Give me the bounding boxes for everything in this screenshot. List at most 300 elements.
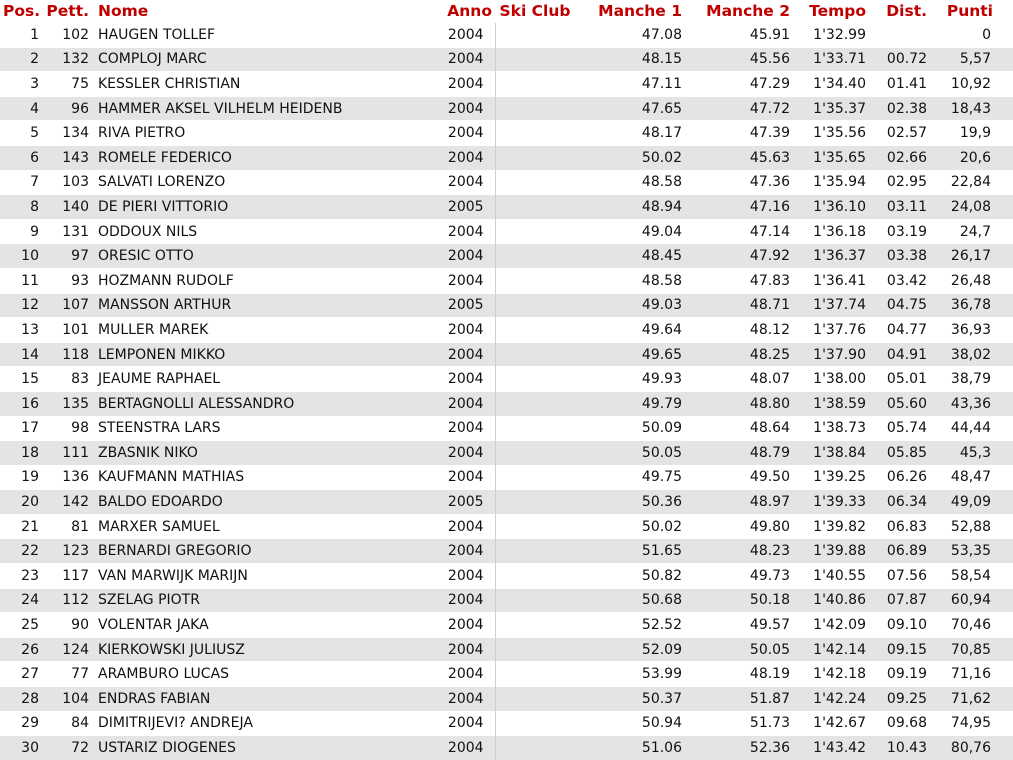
cell-run2: 47.29 bbox=[685, 72, 793, 97]
table-row bbox=[0, 72, 1013, 97]
header-pos[interactable]: Pos. bbox=[3, 2, 41, 20]
cell-pos: 28 bbox=[0, 687, 42, 712]
cell-pos: 14 bbox=[0, 342, 42, 367]
cell-diff: 02.57 bbox=[869, 121, 930, 146]
cell-points: 0 bbox=[930, 23, 1013, 48]
cell-run1: 49.93 bbox=[575, 367, 685, 392]
cell-name: COMPLOJ MARC bbox=[92, 47, 437, 72]
cell-run2: 50.05 bbox=[685, 637, 793, 662]
cell-run2: 49.50 bbox=[685, 465, 793, 490]
cell-club bbox=[495, 293, 575, 318]
cell-diff: 05.74 bbox=[869, 416, 930, 441]
cell-diff: 02.66 bbox=[869, 145, 930, 170]
cell-time: 1'39.88 bbox=[793, 539, 869, 564]
cell-club bbox=[495, 96, 575, 121]
cell-club bbox=[495, 441, 575, 466]
table-row bbox=[0, 96, 1013, 121]
cell-run2: 51.73 bbox=[685, 711, 793, 736]
cell-name: ROMELE FEDERICO bbox=[92, 145, 437, 170]
cell-run1: 50.37 bbox=[575, 687, 685, 712]
cell-pos: 3 bbox=[0, 72, 42, 97]
cell-points: 49,09 bbox=[930, 490, 1013, 515]
cell-year: 2004 bbox=[437, 613, 495, 638]
cell-diff: 09.19 bbox=[869, 662, 930, 687]
cell-time: 1'39.82 bbox=[793, 514, 869, 539]
cell-bib: 112 bbox=[42, 588, 92, 613]
table-row bbox=[0, 219, 1013, 244]
cell-time: 1'43.42 bbox=[793, 736, 869, 760]
cell-year: 2005 bbox=[437, 195, 495, 220]
cell-points: 45,3 bbox=[930, 441, 1013, 466]
cell-run1: 50.05 bbox=[575, 441, 685, 466]
cell-run1: 53.99 bbox=[575, 662, 685, 687]
table-row bbox=[0, 564, 1013, 589]
cell-time: 1'35.56 bbox=[793, 121, 869, 146]
cell-name: ZBASNIK NIKO bbox=[92, 441, 437, 466]
cell-points: 71,16 bbox=[930, 662, 1013, 687]
table-row bbox=[0, 588, 1013, 613]
cell-run2: 47.83 bbox=[685, 268, 793, 293]
cell-time: 1'38.59 bbox=[793, 391, 869, 416]
cell-bib: 75 bbox=[42, 72, 92, 97]
cell-diff: 01.41 bbox=[869, 72, 930, 97]
cell-year: 2004 bbox=[437, 711, 495, 736]
cell-year: 2004 bbox=[437, 342, 495, 367]
cell-run2: 47.36 bbox=[685, 170, 793, 195]
cell-points: 36,78 bbox=[930, 293, 1013, 318]
cell-time: 1'39.33 bbox=[793, 490, 869, 515]
cell-run2: 47.92 bbox=[685, 244, 793, 269]
cell-run2: 52.36 bbox=[685, 736, 793, 760]
cell-year: 2004 bbox=[437, 96, 495, 121]
cell-name: VAN MARWIJK MARIJN bbox=[92, 564, 437, 589]
cell-run2: 48.71 bbox=[685, 293, 793, 318]
table-row bbox=[0, 490, 1013, 515]
cell-run1: 49.79 bbox=[575, 391, 685, 416]
cell-points: 70,46 bbox=[930, 613, 1013, 638]
cell-diff bbox=[869, 23, 930, 48]
cell-bib: 132 bbox=[42, 47, 92, 72]
table-row bbox=[0, 268, 1013, 293]
cell-run1: 48.15 bbox=[575, 47, 685, 72]
cell-club bbox=[495, 244, 575, 269]
cell-bib: 117 bbox=[42, 564, 92, 589]
cell-diff: 09.10 bbox=[869, 613, 930, 638]
table-row bbox=[0, 244, 1013, 269]
cell-club bbox=[495, 711, 575, 736]
cell-name: KAUFMANN MATHIAS bbox=[92, 465, 437, 490]
cell-run1: 50.82 bbox=[575, 564, 685, 589]
cell-diff: 04.75 bbox=[869, 293, 930, 318]
cell-run1: 52.09 bbox=[575, 637, 685, 662]
cell-run2: 47.72 bbox=[685, 96, 793, 121]
cell-bib: 83 bbox=[42, 367, 92, 392]
cell-time: 1'42.24 bbox=[793, 687, 869, 712]
cell-run2: 47.39 bbox=[685, 121, 793, 146]
cell-club bbox=[495, 736, 575, 760]
cell-points: 80,76 bbox=[930, 736, 1013, 760]
cell-bib: 136 bbox=[42, 465, 92, 490]
cell-time: 1'36.18 bbox=[793, 219, 869, 244]
cell-run1: 48.17 bbox=[575, 121, 685, 146]
cell-points: 44,44 bbox=[930, 416, 1013, 441]
table-row bbox=[0, 441, 1013, 466]
cell-time: 1'40.55 bbox=[793, 564, 869, 589]
cell-year: 2004 bbox=[437, 244, 495, 269]
cell-club bbox=[495, 145, 575, 170]
cell-name: HAMMER AKSEL VILHELM HEIDENB bbox=[92, 96, 437, 121]
cell-name: SALVATI LORENZO bbox=[92, 170, 437, 195]
cell-club bbox=[495, 268, 575, 293]
cell-year: 2004 bbox=[437, 170, 495, 195]
cell-run1: 51.65 bbox=[575, 539, 685, 564]
cell-year: 2004 bbox=[437, 121, 495, 146]
cell-run2: 48.64 bbox=[685, 416, 793, 441]
cell-bib: 140 bbox=[42, 195, 92, 220]
cell-run2: 49.80 bbox=[685, 514, 793, 539]
cell-run2: 47.14 bbox=[685, 219, 793, 244]
cell-run1: 48.94 bbox=[575, 195, 685, 220]
cell-club bbox=[495, 367, 575, 392]
cell-year: 2005 bbox=[437, 490, 495, 515]
cell-run1: 50.09 bbox=[575, 416, 685, 441]
cell-diff: 05.85 bbox=[869, 441, 930, 466]
cell-run2: 48.97 bbox=[685, 490, 793, 515]
cell-bib: 90 bbox=[42, 613, 92, 638]
cell-diff: 00.72 bbox=[869, 47, 930, 72]
cell-points: 36,93 bbox=[930, 318, 1013, 343]
cell-bib: 111 bbox=[42, 441, 92, 466]
cell-points: 48,47 bbox=[930, 465, 1013, 490]
cell-name: HAUGEN TOLLEF bbox=[92, 23, 437, 48]
cell-bib: 135 bbox=[42, 391, 92, 416]
cell-run1: 47.11 bbox=[575, 72, 685, 97]
cell-pos: 22 bbox=[0, 539, 42, 564]
cell-bib: 143 bbox=[42, 145, 92, 170]
cell-bib: 98 bbox=[42, 416, 92, 441]
cell-run1: 47.65 bbox=[575, 96, 685, 121]
cell-pos: 30 bbox=[0, 736, 42, 760]
cell-run2: 48.12 bbox=[685, 318, 793, 343]
cell-diff: 06.26 bbox=[869, 465, 930, 490]
cell-diff: 06.83 bbox=[869, 514, 930, 539]
cell-points: 70,85 bbox=[930, 637, 1013, 662]
cell-club bbox=[495, 318, 575, 343]
table-row bbox=[0, 613, 1013, 638]
cell-year: 2004 bbox=[437, 441, 495, 466]
cell-time: 1'37.90 bbox=[793, 342, 869, 367]
cell-bib: 131 bbox=[42, 219, 92, 244]
results-body bbox=[0, 23, 1013, 760]
table-row bbox=[0, 662, 1013, 687]
cell-run2: 49.57 bbox=[685, 613, 793, 638]
cell-run1: 50.94 bbox=[575, 711, 685, 736]
cell-time: 1'38.84 bbox=[793, 441, 869, 466]
cell-pos: 15 bbox=[0, 367, 42, 392]
cell-run2: 45.63 bbox=[685, 145, 793, 170]
cell-year: 2004 bbox=[437, 47, 495, 72]
cell-pos: 2 bbox=[0, 47, 42, 72]
cell-pos: 17 bbox=[0, 416, 42, 441]
cell-pos: 24 bbox=[0, 588, 42, 613]
cell-time: 1'36.41 bbox=[793, 268, 869, 293]
cell-bib: 124 bbox=[42, 637, 92, 662]
cell-pos: 20 bbox=[0, 490, 42, 515]
cell-time: 1'40.86 bbox=[793, 588, 869, 613]
cell-club bbox=[495, 514, 575, 539]
cell-name: DE PIERI VITTORIO bbox=[92, 195, 437, 220]
table-row bbox=[0, 342, 1013, 367]
table-row bbox=[0, 711, 1013, 736]
cell-points: 26,17 bbox=[930, 244, 1013, 269]
cell-name: ARAMBURO LUCAS bbox=[92, 662, 437, 687]
cell-points: 20,6 bbox=[930, 145, 1013, 170]
cell-name: VOLENTAR JAKA bbox=[92, 613, 437, 638]
cell-name: DIMITRIJEVI? ANDREJA bbox=[92, 711, 437, 736]
cell-name: SZELAG PIOTR bbox=[92, 588, 437, 613]
cell-year: 2004 bbox=[437, 318, 495, 343]
cell-run2: 48.25 bbox=[685, 342, 793, 367]
cell-year: 2004 bbox=[437, 539, 495, 564]
cell-pos: 7 bbox=[0, 170, 42, 195]
cell-pos: 21 bbox=[0, 514, 42, 539]
cell-club bbox=[495, 121, 575, 146]
table-row bbox=[0, 145, 1013, 170]
cell-pos: 4 bbox=[0, 96, 42, 121]
table-row bbox=[0, 465, 1013, 490]
table-row bbox=[0, 293, 1013, 318]
header-diff[interactable]: Dist. bbox=[886, 2, 927, 20]
cell-pos: 1 bbox=[0, 23, 42, 48]
cell-time: 1'37.74 bbox=[793, 293, 869, 318]
cell-run2: 48.23 bbox=[685, 539, 793, 564]
cell-points: 71,62 bbox=[930, 687, 1013, 712]
cell-run1: 49.03 bbox=[575, 293, 685, 318]
cell-bib: 84 bbox=[42, 711, 92, 736]
cell-time: 1'34.40 bbox=[793, 72, 869, 97]
cell-points: 38,02 bbox=[930, 342, 1013, 367]
cell-diff: 07.56 bbox=[869, 564, 930, 589]
cell-run1: 49.75 bbox=[575, 465, 685, 490]
header-run2[interactable]: Manche 2 bbox=[706, 2, 790, 20]
cell-bib: 118 bbox=[42, 342, 92, 367]
table-row bbox=[0, 170, 1013, 195]
cell-bib: 81 bbox=[42, 514, 92, 539]
table-row bbox=[0, 391, 1013, 416]
cell-bib: 123 bbox=[42, 539, 92, 564]
cell-year: 2004 bbox=[437, 564, 495, 589]
cell-bib: 104 bbox=[42, 687, 92, 712]
cell-year: 2004 bbox=[437, 219, 495, 244]
cell-points: 58,54 bbox=[930, 564, 1013, 589]
header-points[interactable]: Punti bbox=[946, 2, 993, 20]
cell-bib: 97 bbox=[42, 244, 92, 269]
cell-time: 1'36.37 bbox=[793, 244, 869, 269]
cell-time: 1'42.18 bbox=[793, 662, 869, 687]
header-club[interactable]: Ski Club bbox=[499, 2, 571, 20]
cell-club bbox=[495, 539, 575, 564]
cell-year: 2004 bbox=[437, 588, 495, 613]
cell-name: RIVA PIETRO bbox=[92, 121, 437, 146]
cell-club bbox=[495, 342, 575, 367]
cell-year: 2004 bbox=[437, 736, 495, 760]
cell-run2: 48.80 bbox=[685, 391, 793, 416]
table-row bbox=[0, 416, 1013, 441]
cell-year: 2004 bbox=[437, 145, 495, 170]
header-row bbox=[0, 0, 1013, 23]
cell-bib: 72 bbox=[42, 736, 92, 760]
cell-pos: 27 bbox=[0, 662, 42, 687]
header-time[interactable]: Tempo bbox=[809, 2, 866, 20]
cell-pos: 13 bbox=[0, 318, 42, 343]
table-row bbox=[0, 195, 1013, 220]
cell-name: BERNARDI GREGORIO bbox=[92, 539, 437, 564]
cell-diff: 10.43 bbox=[869, 736, 930, 760]
cell-name: MANSSON ARTHUR bbox=[92, 293, 437, 318]
cell-points: 60,94 bbox=[930, 588, 1013, 613]
cell-year: 2004 bbox=[437, 687, 495, 712]
cell-points: 43,36 bbox=[930, 391, 1013, 416]
cell-name: STEENSTRA LARS bbox=[92, 416, 437, 441]
cell-run1: 48.58 bbox=[575, 268, 685, 293]
cell-time: 1'35.94 bbox=[793, 170, 869, 195]
cell-run1: 50.02 bbox=[575, 145, 685, 170]
cell-name: KESSLER CHRISTIAN bbox=[92, 72, 437, 97]
cell-time: 1'39.25 bbox=[793, 465, 869, 490]
cell-club bbox=[495, 391, 575, 416]
cell-run1: 49.65 bbox=[575, 342, 685, 367]
cell-club bbox=[495, 72, 575, 97]
cell-time: 1'42.67 bbox=[793, 711, 869, 736]
cell-points: 5,57 bbox=[930, 47, 1013, 72]
cell-pos: 12 bbox=[0, 293, 42, 318]
cell-year: 2004 bbox=[437, 416, 495, 441]
table-row bbox=[0, 47, 1013, 72]
cell-year: 2004 bbox=[437, 465, 495, 490]
cell-year: 2004 bbox=[437, 72, 495, 97]
cell-name: ORESIC OTTO bbox=[92, 244, 437, 269]
cell-name: HOZMANN RUDOLF bbox=[92, 268, 437, 293]
cell-name: MARXER SAMUEL bbox=[92, 514, 437, 539]
cell-points: 22,84 bbox=[930, 170, 1013, 195]
cell-year: 2004 bbox=[437, 367, 495, 392]
cell-time: 1'32.99 bbox=[793, 23, 869, 48]
header-run1[interactable]: Manche 1 bbox=[598, 2, 682, 20]
cell-diff: 06.34 bbox=[869, 490, 930, 515]
cell-club bbox=[495, 662, 575, 687]
cell-run1: 49.64 bbox=[575, 318, 685, 343]
cell-diff: 03.42 bbox=[869, 268, 930, 293]
table-row bbox=[0, 367, 1013, 392]
cell-club bbox=[495, 687, 575, 712]
cell-time: 1'35.37 bbox=[793, 96, 869, 121]
cell-club bbox=[495, 588, 575, 613]
cell-bib: 77 bbox=[42, 662, 92, 687]
cell-year: 2005 bbox=[437, 293, 495, 318]
cell-club bbox=[495, 47, 575, 72]
cell-run1: 51.06 bbox=[575, 736, 685, 760]
cell-time: 1'38.73 bbox=[793, 416, 869, 441]
cell-name: MULLER MAREK bbox=[92, 318, 437, 343]
cell-pos: 16 bbox=[0, 391, 42, 416]
cell-time: 1'36.10 bbox=[793, 195, 869, 220]
header-name[interactable]: Nome bbox=[98, 2, 149, 20]
cell-run2: 51.87 bbox=[685, 687, 793, 712]
table-row bbox=[0, 23, 1013, 48]
cell-run1: 48.45 bbox=[575, 244, 685, 269]
cell-bib: 134 bbox=[42, 121, 92, 146]
header-year[interactable]: Anno bbox=[447, 2, 492, 20]
cell-pos: 9 bbox=[0, 219, 42, 244]
cell-diff: 07.87 bbox=[869, 588, 930, 613]
cell-year: 2004 bbox=[437, 637, 495, 662]
cell-year: 2004 bbox=[437, 391, 495, 416]
cell-club bbox=[495, 465, 575, 490]
cell-pos: 25 bbox=[0, 613, 42, 638]
cell-bib: 102 bbox=[42, 23, 92, 48]
table-row bbox=[0, 539, 1013, 564]
cell-club bbox=[495, 490, 575, 515]
cell-name: ENDRAS FABIAN bbox=[92, 687, 437, 712]
cell-diff: 04.77 bbox=[869, 318, 930, 343]
cell-time: 1'35.65 bbox=[793, 145, 869, 170]
cell-time: 1'33.71 bbox=[793, 47, 869, 72]
cell-year: 2004 bbox=[437, 23, 495, 48]
cell-name: BERTAGNOLLI ALESSANDRO bbox=[92, 391, 437, 416]
cell-run2: 49.73 bbox=[685, 564, 793, 589]
cell-club bbox=[495, 195, 575, 220]
cell-diff: 04.91 bbox=[869, 342, 930, 367]
cell-club bbox=[495, 416, 575, 441]
cell-name: USTARIZ DIOGENES bbox=[92, 736, 437, 760]
cell-pos: 26 bbox=[0, 637, 42, 662]
header-bib[interactable]: Pett. bbox=[46, 2, 89, 20]
table-row bbox=[0, 121, 1013, 146]
table-row bbox=[0, 318, 1013, 343]
cell-points: 24,7 bbox=[930, 219, 1013, 244]
cell-run2: 47.16 bbox=[685, 195, 793, 220]
cell-bib: 101 bbox=[42, 318, 92, 343]
cell-points: 19,9 bbox=[930, 121, 1013, 146]
cell-diff: 02.95 bbox=[869, 170, 930, 195]
table-row bbox=[0, 514, 1013, 539]
cell-club bbox=[495, 23, 575, 48]
cell-club bbox=[495, 170, 575, 195]
cell-diff: 03.38 bbox=[869, 244, 930, 269]
cell-points: 18,43 bbox=[930, 96, 1013, 121]
cell-pos: 5 bbox=[0, 121, 42, 146]
cell-diff: 09.15 bbox=[869, 637, 930, 662]
cell-run1: 48.58 bbox=[575, 170, 685, 195]
cell-bib: 142 bbox=[42, 490, 92, 515]
cell-diff: 06.89 bbox=[869, 539, 930, 564]
cell-name: ODDOUX NILS bbox=[92, 219, 437, 244]
cell-diff: 03.19 bbox=[869, 219, 930, 244]
cell-year: 2004 bbox=[437, 268, 495, 293]
cell-club bbox=[495, 613, 575, 638]
cell-pos: 8 bbox=[0, 195, 42, 220]
cell-bib: 103 bbox=[42, 170, 92, 195]
table-row bbox=[0, 736, 1013, 760]
cell-run2: 48.19 bbox=[685, 662, 793, 687]
cell-points: 38,79 bbox=[930, 367, 1013, 392]
cell-points: 10,92 bbox=[930, 72, 1013, 97]
cell-pos: 23 bbox=[0, 564, 42, 589]
cell-time: 1'42.09 bbox=[793, 613, 869, 638]
table-row bbox=[0, 637, 1013, 662]
cell-run1: 50.02 bbox=[575, 514, 685, 539]
cell-year: 2004 bbox=[437, 662, 495, 687]
